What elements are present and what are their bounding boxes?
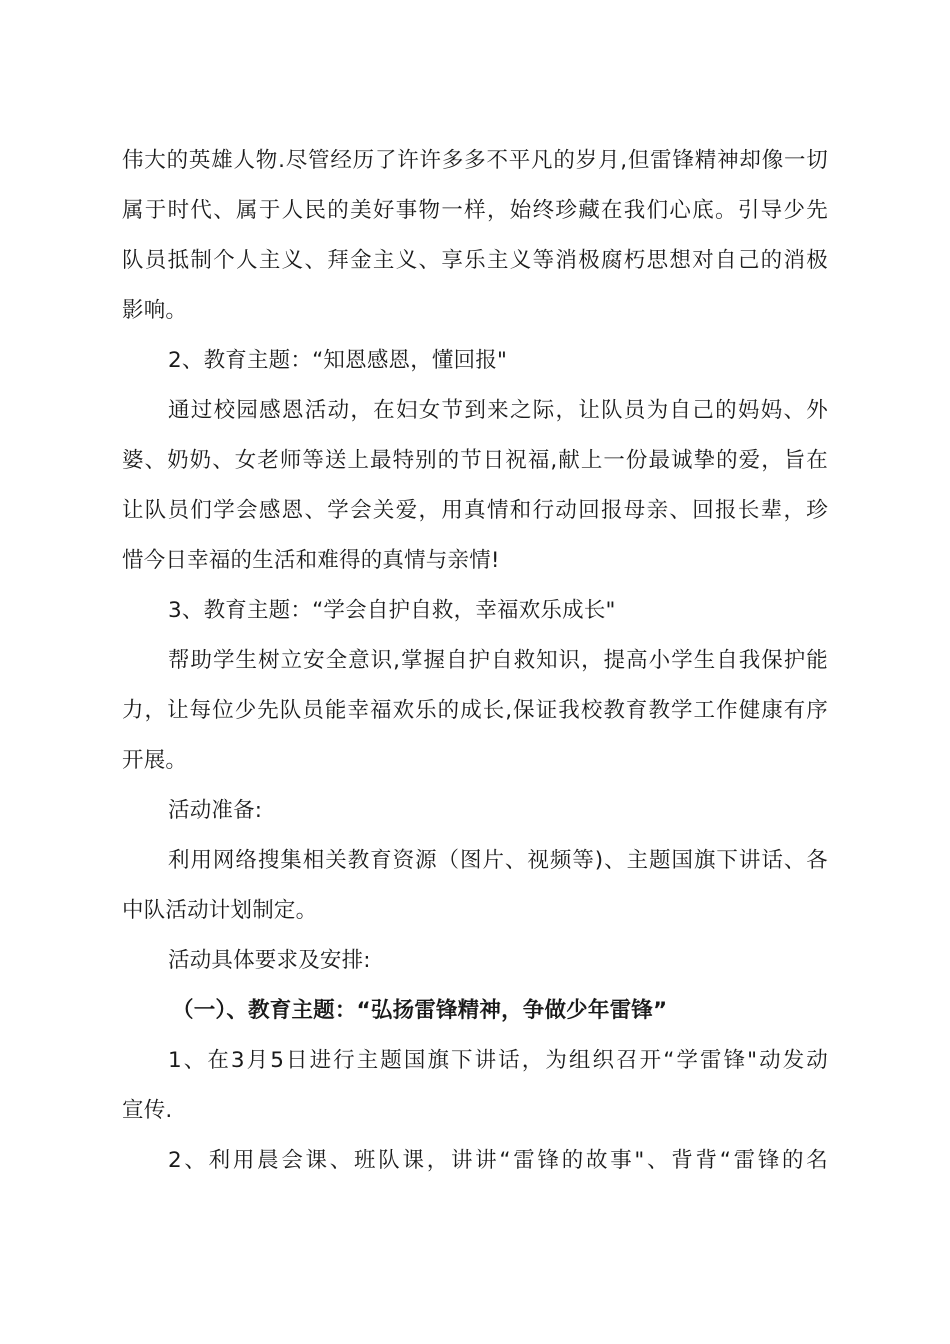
paragraph-line: 2、利用晨会课、班队课，讲讲“雷锋的故事"、背背“雷锋的名 bbox=[168, 1148, 828, 1173]
paragraph-line: 中队活动计划制定。 bbox=[122, 898, 318, 923]
paragraph-line: 通过校园感恩活动，在妇女节到来之际，让队员为自己的妈妈、外 bbox=[168, 398, 828, 423]
paragraph-line: 开展。 bbox=[122, 748, 188, 773]
paragraph-line: 力，让每位少先队员能幸福欢乐的成长,保证我校教育教学工作健康有序 bbox=[122, 698, 828, 723]
section-heading: 3、教育主题：“学会自护自救，幸福欢乐成长" bbox=[168, 598, 616, 623]
paragraph-line: 惜今日幸福的生活和难得的真情与亲情! bbox=[122, 548, 500, 573]
paragraph-line: 1、在3月5日进行主题国旗下讲话，为组织召开“学雷锋"动发动 bbox=[168, 1048, 828, 1073]
paragraph-line: 让队员们学会感恩、学会关爱，用真情和行动回报母亲、回报长辈，珍 bbox=[122, 498, 828, 523]
paragraph-line: 宣传. bbox=[122, 1098, 173, 1123]
section-heading: 2、教育主题：“知恩感恩，懂回报" bbox=[168, 348, 508, 373]
paragraph-line: 婆、奶奶、女老师等送上最特别的节日祝福,献上一份最诚挚的爱，旨在 bbox=[122, 448, 828, 473]
paragraph-line: 影响。 bbox=[122, 298, 188, 323]
paragraph-line: 帮助学生树立安全意识,掌握自护自救知识，提高小学生自我保护能 bbox=[168, 648, 828, 673]
section-heading: 活动准备: bbox=[168, 798, 263, 823]
paragraph-line: 属于时代、属于人民的美好事物一样，始终珍藏在我们心底。引导少先 bbox=[122, 198, 828, 223]
paragraph-line: 队员抵制个人主义、拜金主义、享乐主义等消极腐朽思想对自己的消极 bbox=[122, 248, 828, 273]
bold-section-heading: （一）、教育主题：“弘扬雷锋精神，争做少年雷锋” bbox=[172, 998, 668, 1023]
section-heading: 活动具体要求及安排: bbox=[168, 948, 371, 973]
paragraph-line: 伟大的英雄人物.尽管经历了许许多多不平凡的岁月,但雷锋精神却像一切 bbox=[122, 148, 828, 173]
paragraph-line: 利用网络搜集相关教育资源（图片、视频等)、主题国旗下讲话、各 bbox=[168, 848, 828, 873]
